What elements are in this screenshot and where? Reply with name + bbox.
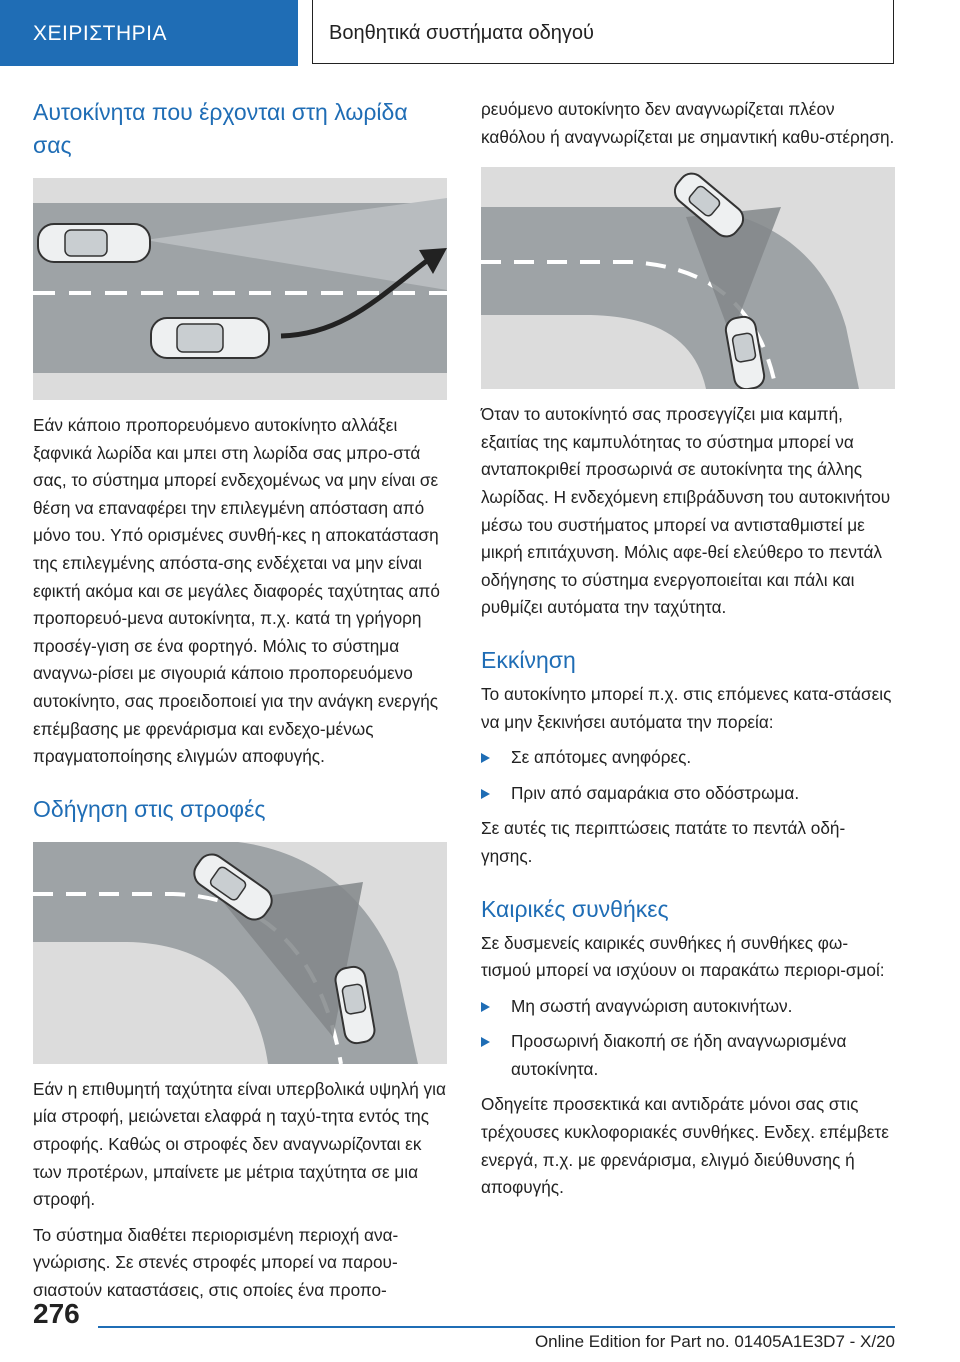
heading-cut-in: Αυτοκίνητα που έρχονται στη λωρίδα σας [33, 99, 408, 158]
footer-rule [98, 1326, 895, 1328]
right-column [481, 96, 896, 1210]
bullet-item: Πριν από σαμαράκια στο οδόστρωμα. [481, 780, 896, 808]
heading-weather: Καιρικές συνθήκες [481, 895, 669, 922]
bullet-triangle-icon [481, 789, 490, 799]
cut-in-illustration [33, 178, 447, 400]
curve-other-lane-illustration [481, 167, 895, 389]
paragraph: Εάν κάποιο προπορευόμενο αυτοκίνητο αλλάξει ξαφνικά λωρίδα και μπει στη λωρίδα σας μπρο-στά σας, το σύστημα μπορεί ενδεχομένως να μην είναι σε θέση να επαναφέρει την επιλεγμένη απόσταση από μόνο του. Υπό ορισμένες συνθή-κες η αποκατάσταση της επιλεγμένης απόστα-σης ενδέχεται να μην είναι εφικτή ακόμα και σε μεγάλες διαφορές ταχύτητας από προπορευό-μενα αυτοκίνητα, π.χ. κατά τη γρήγορη προσέγ-γιση σε ένα φορτηγό. Μόλις το σύστημα αναγνω-ρίσει με σιγουριά κάποιο προπορευόμενο αυτοκίνητο, σας προειδοποιεί για την ανάγκη ενεργής επέμβασης με φρενάρισμα και ενδεχο-μένως πραγματοποίησης ελιγμών αποφυγής. [33, 415, 440, 767]
paragraph: Σε δυσμενείς καιρικές συνθήκες ή συνθήκες φω-τισμού μπορεί να ισχύουν οι παρακάτω περιορι-σμοί: [481, 932, 885, 981]
own-car [151, 318, 269, 358]
bullet-item: Σε απότομες ανηφόρες. [481, 744, 896, 772]
bullet-triangle-icon [481, 1037, 490, 1047]
chapter-tab [0, 0, 298, 66]
bullet-item: Μη σωστή αναγνώριση αυτοκινήτων. [481, 993, 896, 1021]
paragraph: ρευόμενο αυτοκίνητο δεν αναγνωρίζεται πλέον καθόλου ή αναγνωρίζεται με σημαντική καθυ-στέρηση. [481, 99, 895, 147]
curve-illustration [33, 842, 447, 1064]
bullet-triangle-icon [481, 753, 490, 763]
section-title: Βοηθητικά συστήματα οδηγού [329, 22, 594, 44]
paragraph: Όταν το αυτοκίνητό σας προσεγγίζει μια καμπή, εξαιτίας της καμπυλότητας το σύστημα μπορεί να ανταποκριθεί προσωρινά σε αυτοκίνητα της άλλης λωρίδας. Η ενδεχόμενη επιβράδυνση του αυτοκινήτου μέσω του συστήματος μπορεί να αντισταθμιστεί με μικρή επιτάχυνση. Μόλις αφε-θεί ελεύθερο το πεντάλ οδήγησης το σύστημα ενεργοποιείται και πάλι και ρυθμίζει αυτόματα την ταχύτητα. [481, 404, 891, 618]
section-header [312, 0, 894, 64]
chapter-title: ΧΕΙΡΙΣΤΗΡΙΑ [33, 22, 168, 45]
left-column [33, 96, 447, 1312]
bullet-item: Προσωρινή διακοπή σε ήδη αναγνωρισμένα αυτοκίνητα. [481, 1028, 896, 1083]
heading-start: Εκκίνηση [481, 646, 576, 673]
edition-footer: Online Edition for Part no. 01405A1E3D7 - X/20 [534, 1332, 895, 1351]
car-cutting-in [38, 224, 150, 262]
paragraph: Οδηγείτε προσεκτικά και αντιδράτε μόνοι σας στις τρέχουσες κυκλοφοριακές συνθήκες. Ενδεχ. επέμβετε ενεργά, π.χ. με φρενάρισμα, ελιγμό διεύθυνσης ή αποφυγής. [481, 1094, 889, 1198]
page-number: 276 [33, 1298, 80, 1329]
paragraph: Εάν η επιθυμητή ταχύτητα είναι υπερβολικά υψηλή για μία στροφή, μειώνεται ελαφρά η ταχύ-τητα εντός της στροφής. Καθώς οι στροφές δεν αναγνωρίζονται εκ των προτέρων, μπαίνετε με μέτρια ταχύτητα σε μια στροφή. [33, 1078, 446, 1210]
paragraph: Σε αυτές τις περιπτώσεις πατάτε το πεντάλ οδή-γησης. [481, 818, 846, 866]
bullet-triangle-icon [481, 1002, 490, 1012]
heading-curves: Οδήγηση στις στροφές [33, 795, 266, 822]
paragraph: Το αυτοκίνητο μπορεί π.χ. στις επόμενες κατα-στάσεις να μην ξεκινήσει αυτόματα την πορεία: [481, 683, 892, 732]
paragraph: Το σύστημα διαθέτει περιορισμένη περιοχή ανα-γνώρισης. Σε στενές στροφές μπορεί να παρου-σιαστούν καταστάσεις, στις οποίες ένα προπο- [33, 1224, 399, 1300]
